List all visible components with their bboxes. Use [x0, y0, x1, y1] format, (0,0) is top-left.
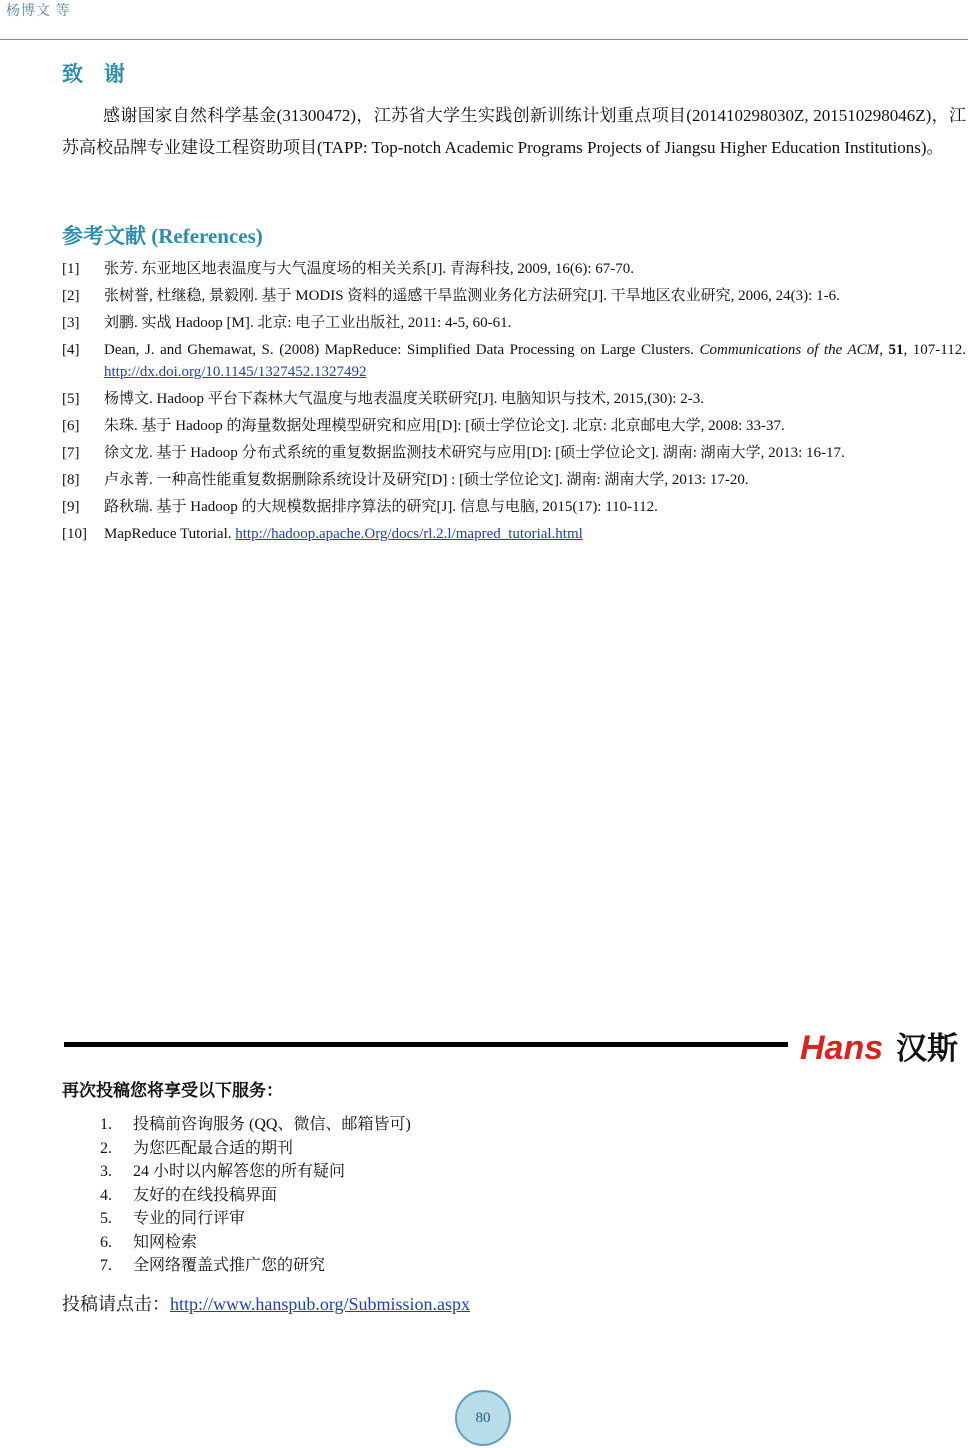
- service-item: [100, 1184, 411, 1208]
- service-number: 4.: [100, 1186, 112, 1204]
- reference-item: [62, 339, 966, 383]
- service-text: 友好的在线投稿界面: [133, 1186, 278, 1204]
- reference-number: [9]: [62, 499, 80, 515]
- reference-item: [62, 415, 966, 437]
- reference-number: [3]: [62, 315, 80, 331]
- page-number-badge: [455, 1390, 511, 1446]
- reference-item: [62, 388, 966, 410]
- reference-item: [62, 442, 966, 464]
- reference-item: [62, 469, 966, 491]
- reference-pages: , 107-112.: [903, 342, 966, 358]
- reference-text: 刘鹏. 实战 Hadoop [M]. 北京: 电子工业出版社, 2011: 4-5, 60-61.: [104, 315, 512, 331]
- service-text: 为您匹配最合适的期刊: [133, 1139, 294, 1157]
- reference-volume: 51: [888, 342, 904, 358]
- service-number: 1.: [100, 1116, 112, 1133]
- submission-label: 投稿请点击：: [62, 1294, 170, 1314]
- reference-item: [62, 312, 966, 334]
- logo-chinese: 汉斯: [896, 1031, 958, 1066]
- reference-list: [62, 258, 966, 550]
- submission-line: [62, 1290, 470, 1316]
- reference-number: [7]: [62, 445, 80, 461]
- service-number: 2.: [100, 1139, 112, 1157]
- reference-text: 杨博文. Hadoop 平台下森林大气温度与地表温度关联研究[J]. 电脑知识与技术, 2015,(30): 2-3.: [104, 391, 704, 407]
- logo-latin: Hans: [800, 1029, 884, 1066]
- reference-item: [62, 523, 966, 545]
- reference-text: 路秋瑞. 基于 Hadoop 的大规模数据排序算法的研究[J]. 信息与电脑, 2015(17): 110-112.: [104, 499, 658, 515]
- acknowledgement-title: 致 谢: [62, 62, 125, 86]
- service-number: 6.: [100, 1233, 112, 1251]
- services-list: [100, 1113, 411, 1278]
- reference-doi-link[interactable]: http://dx.doi.org/10.1145/1327452.1327492: [104, 364, 367, 380]
- service-number: 7.: [100, 1257, 112, 1274]
- reference-separator: ,: [879, 342, 889, 358]
- reference-number: [10]: [62, 526, 87, 542]
- reference-number: [5]: [62, 391, 80, 407]
- reference-item: [62, 285, 966, 307]
- reference-number: [8]: [62, 472, 80, 488]
- reference-number: [2]: [62, 288, 80, 304]
- service-item: [100, 1207, 411, 1231]
- running-head: 杨博文 等: [6, 4, 71, 19]
- reference-text: Dean, J. and Ghemawat, S. (2008) MapReduce: Simplified Data Processing on Large Clusters.: [104, 342, 700, 358]
- service-text: 全网络覆盖式推广您的研究: [133, 1257, 326, 1274]
- services-title: 再次投稿您将享受以下服务：: [62, 1081, 283, 1100]
- reference-text: MapReduce Tutorial.: [104, 526, 236, 542]
- service-number: 5.: [100, 1210, 112, 1227]
- service-number: 3.: [100, 1163, 112, 1180]
- service-item: [100, 1254, 411, 1278]
- acknowledgement-body: 感谢国家自然科学基金(31300472)，江苏省大学生实践创新训练计划重点项目(201410298030Z, 201510298046Z)，江苏高校品牌专业建设工程资助项目(TAPP: Top-notch Academic Programs Projects of Jiangsu Higher Education Institutions)。: [62, 106, 966, 157]
- reference-url-link[interactable]: http://hadoop.apache.Org/docs/rl.2.l/mapred_tutorial.html: [235, 526, 583, 542]
- service-item: [100, 1231, 411, 1255]
- reference-number: [6]: [62, 418, 80, 434]
- service-item: [100, 1113, 411, 1137]
- reference-text: 徐文龙. 基于 Hadoop 分布式系统的重复数据监测技术研究与应用[D]: [硕士学位论文]. 湖南: 湖南大学, 2013: 16-17.: [104, 445, 845, 461]
- footer-rule: [64, 1042, 788, 1047]
- header-rule: [0, 39, 968, 40]
- reference-journal: Communications of the ACM: [699, 342, 880, 358]
- hans-logo: [798, 1026, 968, 1066]
- reference-item: [62, 496, 966, 518]
- reference-number: [4]: [62, 342, 80, 358]
- reference-text: 卢永菁. 一种高性能重复数据删除系统设计及研究[D] : [硕士学位论文]. 湖南: 湖南大学, 2013: 17-20.: [104, 472, 749, 488]
- reference-text: 朱珠. 基于 Hadoop 的海量数据处理模型研究和应用[D]: [硕士学位论文]. 北京: 北京邮电大学, 2008: 33-37.: [104, 418, 785, 434]
- references-title: 参考文献 (References): [62, 224, 263, 248]
- service-text: 24 小时以内解答您的所有疑问: [133, 1163, 346, 1180]
- reference-text: 张芳. 东亚地区地表温度与大气温度场的相关关系[J]. 青海科技, 2009, 16(6): 67-70.: [104, 261, 634, 277]
- submission-link[interactable]: http://www.hanspub.org/Submission.aspx: [170, 1294, 471, 1314]
- service-text: 专业的同行评审: [133, 1210, 246, 1227]
- reference-text: 张树誉, 杜继稳, 景毅刚. 基于 MODIS 资料的遥感干旱监测业务化方法研究[J]. 干旱地区农业研究, 2006, 24(3): 1-6.: [104, 288, 840, 304]
- reference-item: [62, 258, 966, 280]
- service-item: [100, 1160, 411, 1184]
- service-text: 知网检索: [133, 1233, 198, 1251]
- page-number: 80: [475, 1409, 491, 1426]
- service-item: [100, 1137, 411, 1161]
- service-text: 投稿前咨询服务 (QQ、微信、邮箱皆可): [133, 1116, 411, 1133]
- reference-number: [1]: [62, 261, 80, 277]
